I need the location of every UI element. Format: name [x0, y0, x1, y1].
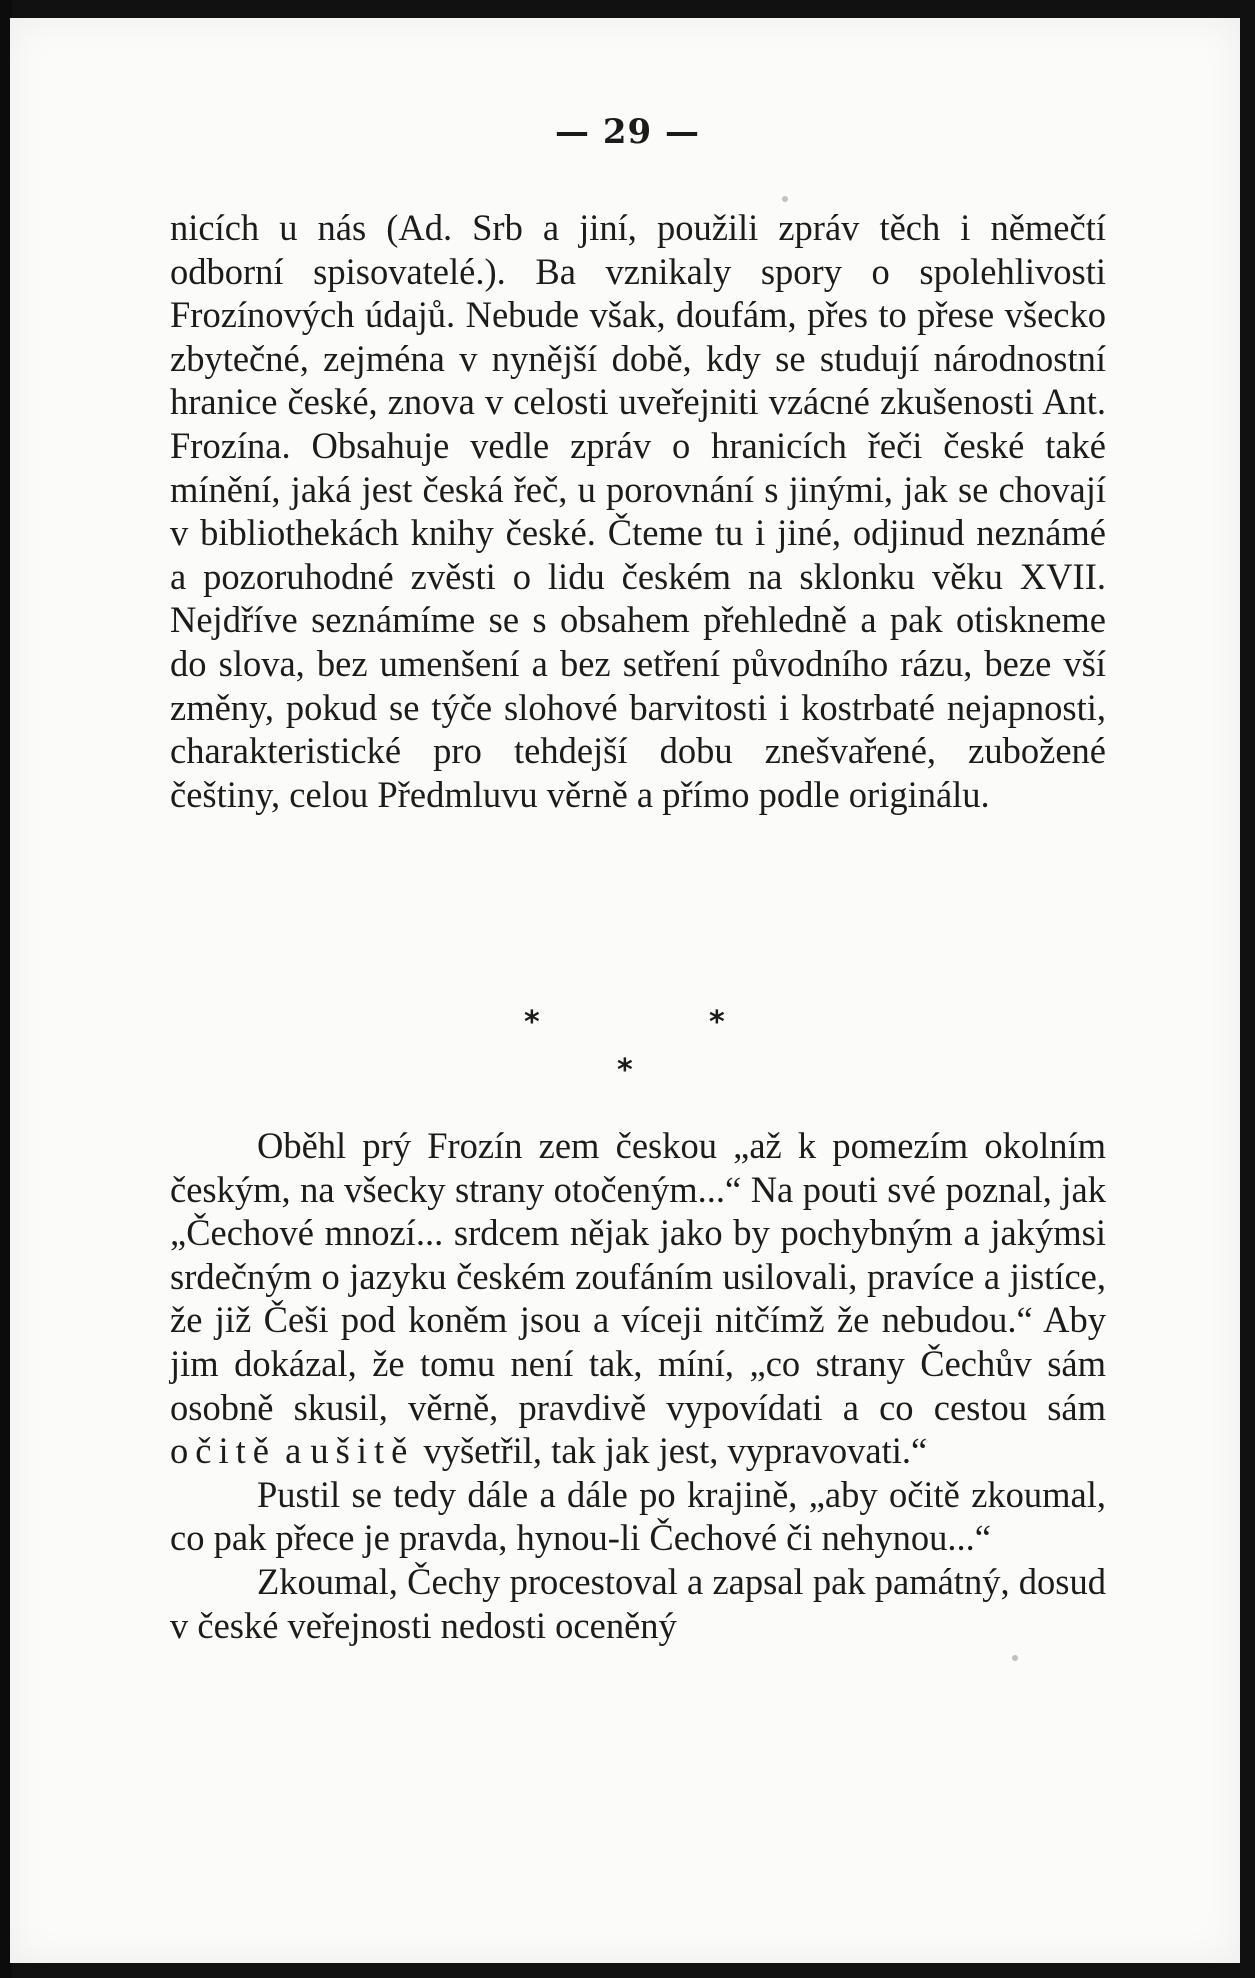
paragraph-body [170, 1124, 1106, 1647]
scan-speck [1012, 1655, 1018, 1661]
paragraph-travels: Pustil se tedy dále a dále po krajině, „aby očitě zkoumal, co pak přece je pravda, hynou-li Čechové či nehynou...“ [170, 1473, 1106, 1559]
spaced-word: ušitě [310, 1430, 415, 1472]
separator-star: * [524, 1005, 540, 1040]
separator-star: * [617, 1053, 633, 1088]
separator-star: * [709, 1005, 725, 1040]
conjunction: a [285, 1430, 302, 1472]
paragraph-text: vyšetřil, tak jak jest, vypravovati.“ [423, 1430, 928, 1472]
paragraph-intro [170, 206, 1106, 816]
paragraph-text: nicích u nás (Ad. Srb a jiní, použili zpráv těch i němečtí odborní spisovatelé.). Ba vznikaly spory o spolehlivosti Frozínových údajů. Nebude však, doufám, přes to přese všecko zbytečné, zejména v nynější době, kdy se studují národnostní hranice české, znova v celosti uveřejniti vzácné zkušenosti Ant. Frozína. Obsahuje vedle zpráv o hranicích řeči české také mínění, jaká jest česká řeč, u porovnání s jinými, jak se chovají v bibliothekách knihy české. Čteme tu i jiné, odjinud neznámé a pozoruhodné zvěsti o lidu českém na sklonku věku XVII. Nejdříve seznámíme se s obsahem přehledně a pak otiskneme do slova, bez umenšení a bez setření původního rázu, beze vší změny, pokud se týče slohové barvitosti i kostrbaté nejapnosti, charakteristické pro tehdejší dobu znešvařené, zubožené češtiny, celou Předmluvu věrně a přímo podle originálu. [170, 207, 1106, 815]
spaced-word: očitě [170, 1430, 276, 1472]
paragraph-frozin-journey [170, 1124, 1106, 1473]
page-number: — 29 — [555, 112, 700, 152]
paragraph-record: Zkoumal, Čechy procestoval a zapsal pak památný, dosud v české veřejnosti nedosti oceněný [170, 1560, 1106, 1646]
paragraph-text: Oběhl prý Frozín zem českou „až k pomezím okolním českým, na všecky strany otočeným...“ Na pouti své poznal, jak „Čechové mnozí... srdcem nějak jako by pochybným a jakýmsi srdečným o jazyku českém zoufáním usilovali, pravíce a jistíce, že již Češi pod koněm jsou a víceji nitčímž že nebudou.“ Aby jim dokázal, že tomu není tak, míní, „co strany Čechův sám osobně skusil, věrně, pravdivě vypovídati a co cestou sám [170, 1125, 1106, 1428]
scan-speck [782, 196, 788, 202]
